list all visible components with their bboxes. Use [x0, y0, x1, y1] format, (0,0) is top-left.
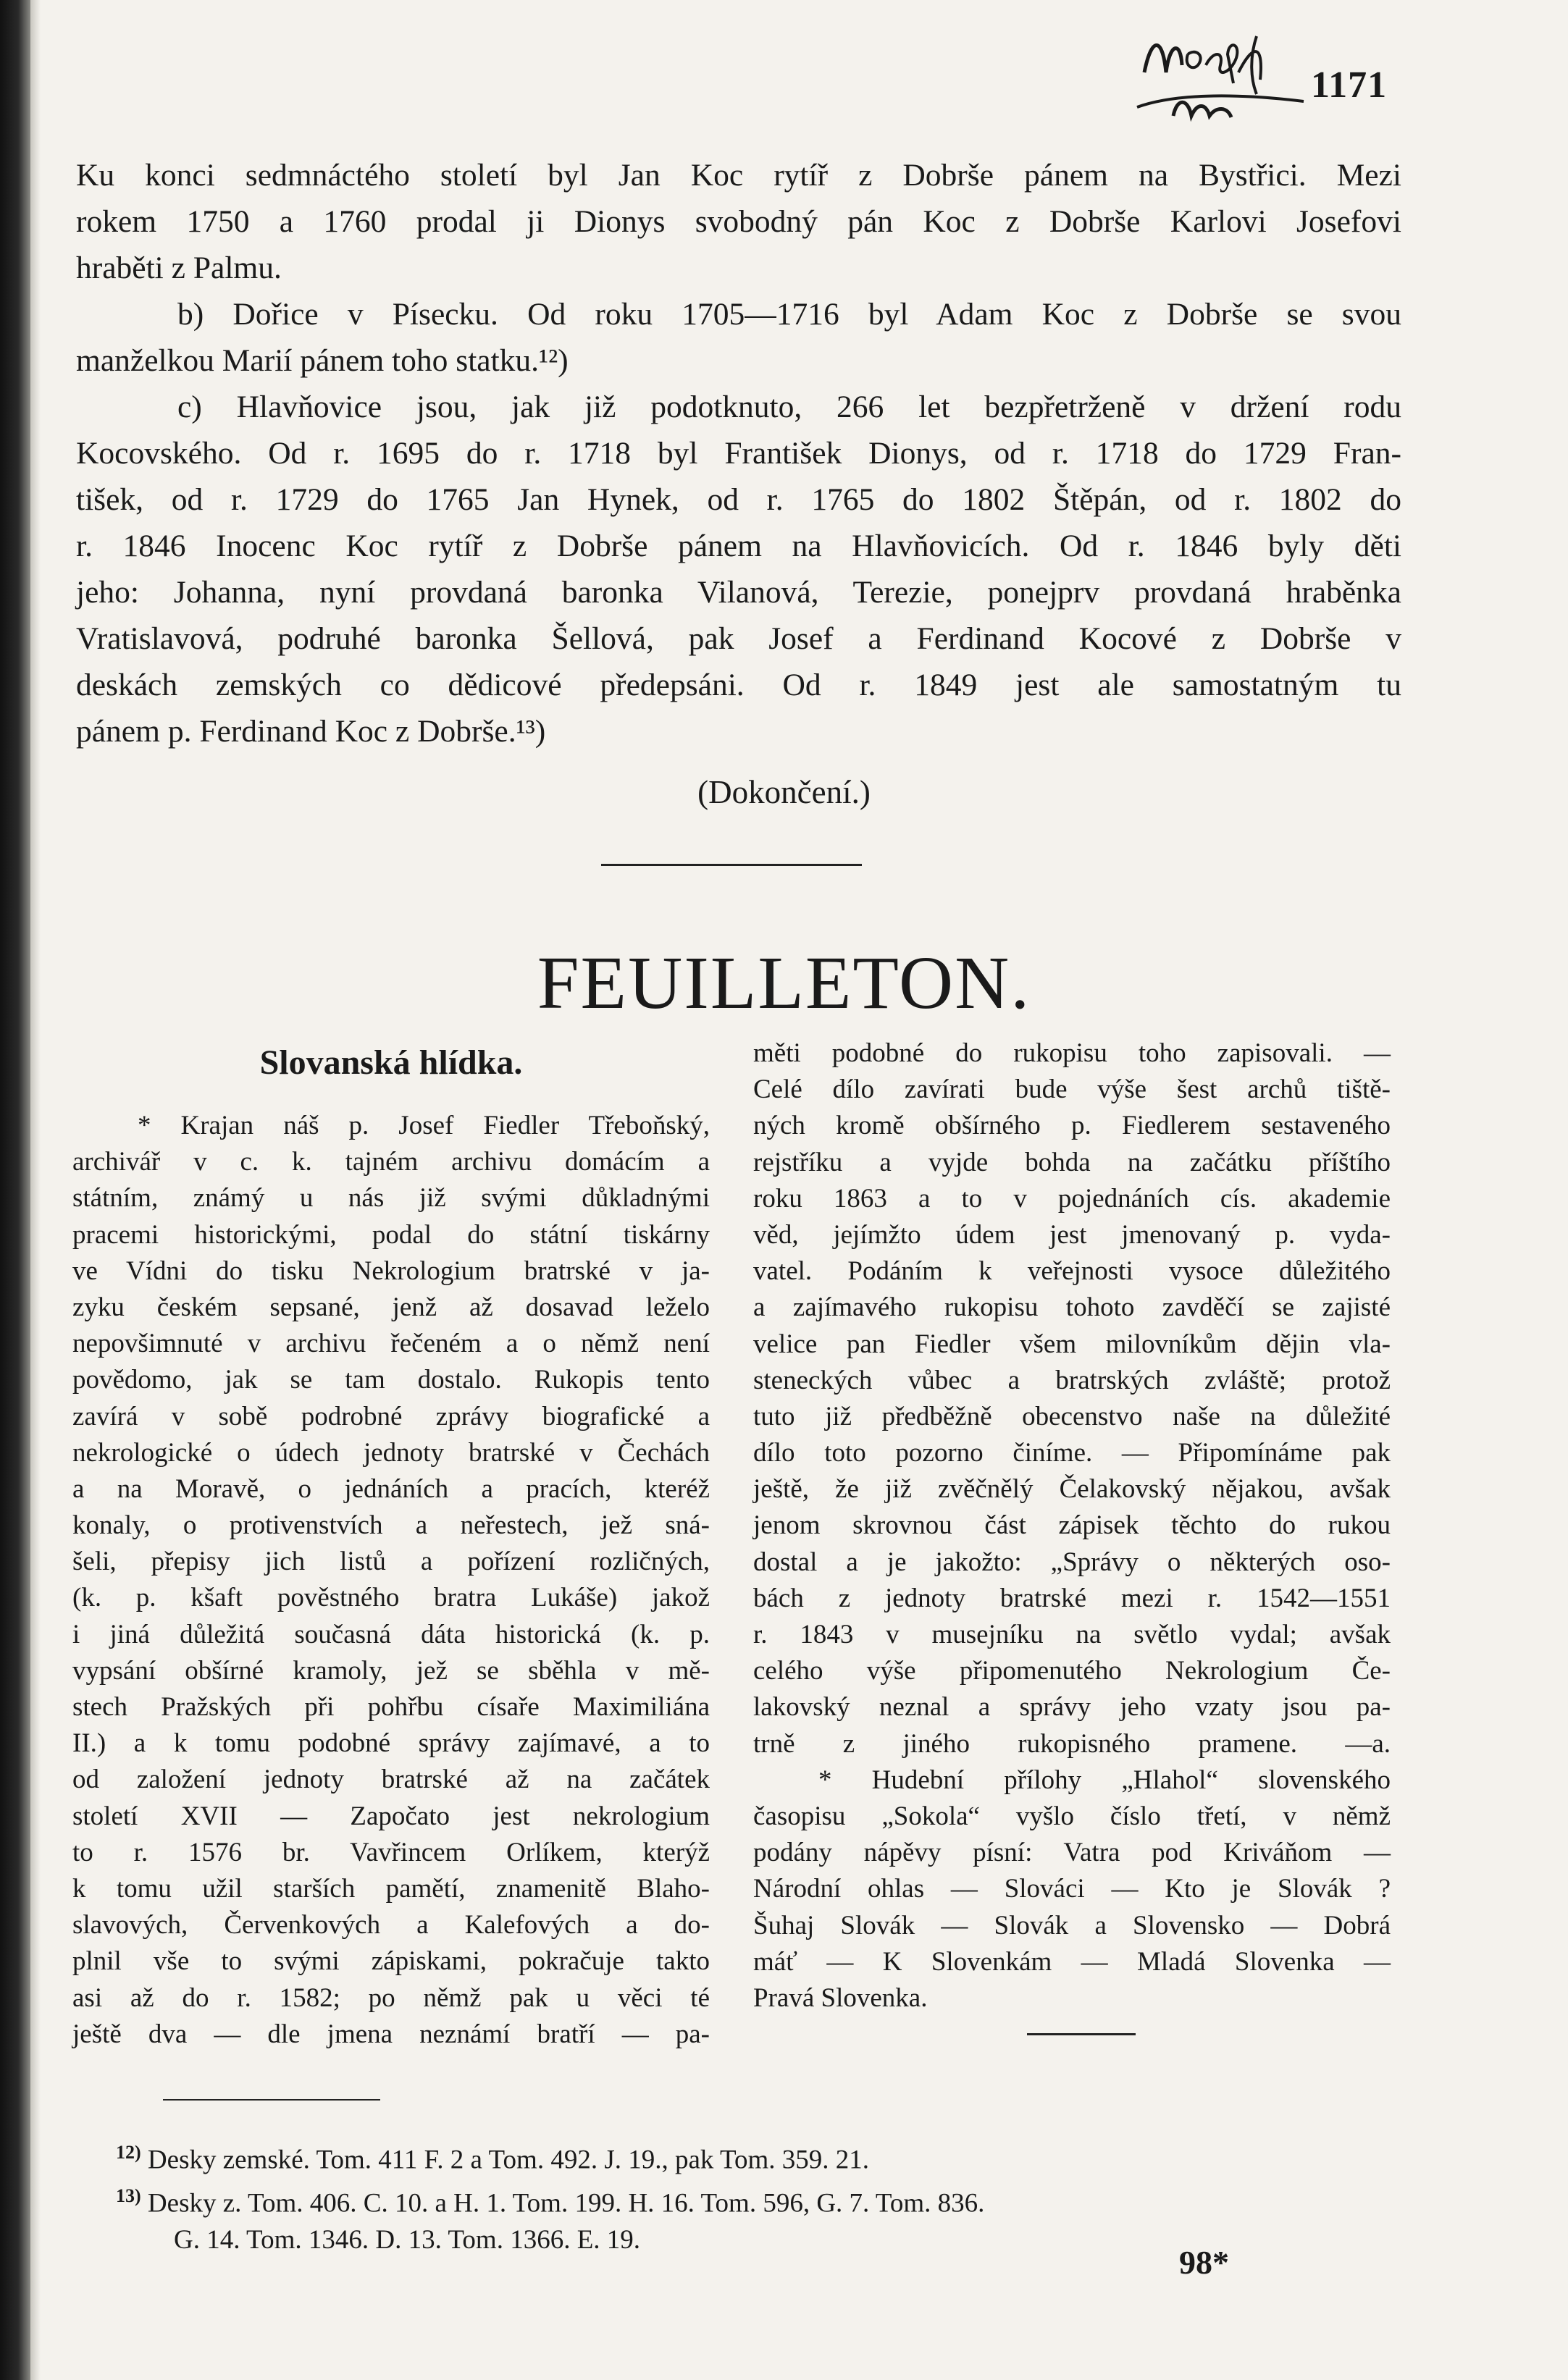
column-line: a zajímavého rukopisu tohoto zavděčí se zajisté [753, 1292, 1391, 1323]
column-line: (k. p. kšaft pověstného bratra Lukáše) jakož [72, 1583, 710, 1613]
column-line: šeli, přepisy jich listů a pořízení rozličných, [72, 1547, 710, 1577]
column-line: steneckých vůbec a bratrských zvláště; protož [753, 1365, 1391, 1395]
footnote-13 [116, 2178, 1405, 2221]
column-line: dostal a je jakožto: „Správy o některých oso- [753, 1547, 1391, 1577]
column-line: časopisu „Sokola“ vyšlo číslo třetí, v němž [753, 1801, 1391, 1831]
column-line: ve Vídni do tisku Nekrologium bratrské v ja- [72, 1256, 710, 1286]
intro-line: r. 1846 Inocenc Koc rytíř z Dobrše pánem na Hlavňovicích. Od r. 1846 byly děti [76, 529, 1401, 563]
column-line: podány nápěvy písní: Vatra pod Kriváňom — [753, 1838, 1391, 1868]
column-line: asi až do r. 1582; po němž pak u věci té [72, 1982, 710, 2013]
column-line: r. 1843 v musejníku na světlo vydal; avšak [753, 1620, 1391, 1649]
intro-line: pánem p. Ferdinand Koc z Dobrše.¹³) [76, 714, 546, 749]
column-line: dílo toto pozorno činíme. — Připomínáme pak [753, 1438, 1391, 1468]
intro-line: manželkou Marií pánem toho statku.¹²) [76, 343, 569, 378]
column-line: roku 1863 a to v pojednáních cís. akademie [753, 1183, 1391, 1214]
footnote-rule [163, 2099, 380, 2101]
column-line: Šuhaj Slovák — Slovák a Slovensko — Dobrá [753, 1910, 1391, 1940]
column-line: pracemi historickými, podal do státní tiskárny [72, 1219, 710, 1250]
intro-text [76, 152, 1401, 754]
intro-line: Kocovského. Od r. 1695 do r. 1718 byl František Dionys, od r. 1718 do 1729 Fran- [76, 436, 1401, 471]
column-line: Celé dílo zavírati bude výše šest archů tiště- [753, 1075, 1391, 1105]
column-line: od založení jednoty bratrské až na začátek [72, 1765, 710, 1795]
handwritten-note [1130, 22, 1311, 123]
right-column [753, 1035, 1391, 2017]
intro-line: Ku konci sedmnáctého století byl Jan Koc rytíř z Dobrše pánem na Bystřici. Mezi [76, 158, 1401, 193]
footnotes [116, 2135, 1405, 2258]
column-line: věd, jejímžto údem jest jmenovaný p. vyda- [753, 1219, 1391, 1250]
column-line: lakovský neznal a správy jeho vzaty jsou pa- [753, 1692, 1391, 1723]
column-line: zavírá v sobě podrobné zprávy biografické a [72, 1401, 710, 1431]
column-line: státním, známý u nás již svými důkladnými [72, 1183, 710, 1214]
column-line: * Krajan náš p. Josef Fiedler Třeboňský, [138, 1111, 710, 1140]
column-line: archivář v c. k. tajném archivu domácím a [72, 1147, 710, 1177]
column-line: Národní ohlas — Slováci — Kto je Slovák ? [753, 1874, 1391, 1904]
column-line: slavových, Červenkových a Kalefových a do- [72, 1910, 710, 1940]
column-line: rejstříku a vyjde bohda na začátku příštího [753, 1147, 1391, 1177]
intro-line: rokem 1750 a 1760 prodal ji Dionys svobodný pán Koc z Dobrše Karlovi Josefovi [76, 204, 1401, 239]
left-column [72, 1108, 710, 2053]
column-line: stech Pražských při pohřbu císaře Maximiliána [72, 1692, 710, 1722]
footnote-text: Desky zemské. Tom. 411 F. 2 a Tom. 492. J. 19., pak Tom. 359. 21. [147, 2145, 870, 2175]
book-binding-shadow [0, 0, 30, 2380]
column-line: měti podobné do rukopisu toho zapisovali. — [753, 1038, 1391, 1068]
column-line: jenom skrovnou část zápisek těchto do rukou [753, 1510, 1391, 1541]
column-line: velice pan Fiedler všem milovníkům dějin vla- [753, 1329, 1391, 1359]
feuilleton-subtitle: Slovanská hlídka. [259, 1043, 523, 1082]
column-line: ných kromě obšírného p. Fiedlerem sestaveného [753, 1111, 1391, 1141]
column-line: k tomu užil starších pamětí, znamenitě Blaho- [72, 1873, 710, 1904]
column-line: konaly, o protivenstvích a neřestech, jež sná- [72, 1510, 710, 1541]
feuilleton-heading: FEUILLETON. [537, 941, 1031, 1025]
column-line: bách z jednoty bratrské mezi r. 1542—1551 [753, 1583, 1391, 1613]
column-line: vypsání obšírné kramoly, jež se sběhla v mě- [72, 1655, 710, 1686]
sheet-signature-mark: 98* [1179, 2244, 1229, 2281]
column-line: a na Moravě, o jednáních a pracích, kteréž [72, 1473, 710, 1504]
intro-line: tišek, od r. 1729 do 1765 Jan Hynek, od r. 1765 do 1802 Štěpán, od r. 1802 do [76, 482, 1401, 517]
conclusion-note: (Dokončení.) [697, 774, 871, 810]
footnote-12 [116, 2135, 1405, 2178]
column-end-divider [1027, 2033, 1136, 2035]
intro-line: deskách zemských co dědicové předepsáni. Od r. 1849 jest ale samostatným tu [76, 668, 1401, 702]
column-line: II.) a k tomu podobné správy zajímavé, a to [72, 1728, 710, 1759]
intro-line: hraběti z Palmu. [76, 251, 282, 285]
column-line: zyku českém sepsané, jenž až dosavad leželo [72, 1292, 710, 1322]
column-line: i jiná důležitá současná dáta historická (k. p. [72, 1619, 710, 1649]
column-line: to r. 1576 br. Vavřincem Orlíkem, kterýž [72, 1837, 710, 1867]
column-line: ještě dva — dle jmena neznámí bratří — pa- [72, 2019, 710, 2049]
footnote-text: Desky z. Tom. 406. C. 10. a H. 1. Tom. 199. H. 16. Tom. 596, G. 7. Tom. 836. [147, 2188, 985, 2219]
page-edge [30, 0, 41, 2380]
column-line: Pravá Slovenka. [753, 1982, 928, 2013]
column-line: celého výše připomenutého Nekrologium Če- [753, 1656, 1391, 1686]
column-line: nekrologické o údech jednoty bratrské v Čechách [72, 1437, 710, 1468]
intro-line: Vratislavová, podruhé baronka Šellová, pak Josef a Ferdinand Kocové z Dobrše v [76, 621, 1401, 656]
section-divider [601, 864, 862, 866]
page-number: 1171 [1311, 64, 1388, 106]
column-line: * Hudební přílohy „Hlahol“ slovenského [818, 1765, 1391, 1795]
column-line: trně z jiného rukopisného pramene. —a. [753, 1728, 1391, 1759]
column-line: ještě, že již zvěčnělý Čelakovský nějakou, avšak [753, 1474, 1391, 1505]
column-line: vatel. Podáním k veřejnosti vysoce důležitého [753, 1256, 1391, 1287]
footnote-marker: 13) [116, 2185, 141, 2207]
footnote-13-continued: G. 14. Tom. 1346. D. 13. Tom. 1366. E. 19. [174, 2224, 641, 2255]
column-line: nepovšimnuté v archivu řečeném a o němž není [72, 1329, 710, 1359]
column-line: plnil vše to svými zápiskami, pokračuje takto [72, 1946, 710, 1977]
intro-line: c) Hlavňovice jsou, jak již podotknuto, 266 let bezpřetrženě v držení rodu [177, 390, 1401, 424]
footnote-marker: 12) [116, 2142, 141, 2163]
intro-line: b) Dořice v Písecku. Od roku 1705—1716 byl Adam Koc z Dobrše se svou [177, 297, 1401, 332]
intro-line: jeho: Johanna, nyní provdaná baronka Vilanová, Terezie, ponejprv provdaná hraběnka [76, 575, 1401, 610]
column-line: tuto již předběžně obecenstvo naše na důležité [753, 1401, 1391, 1431]
column-line: máť — K Slovenkám — Mladá Slovenka — [753, 1946, 1391, 1977]
column-line: století XVII — Započato jest nekrologium [72, 1801, 710, 1831]
column-line: povědomo, jak se tam dostalo. Rukopis tento [72, 1365, 710, 1395]
